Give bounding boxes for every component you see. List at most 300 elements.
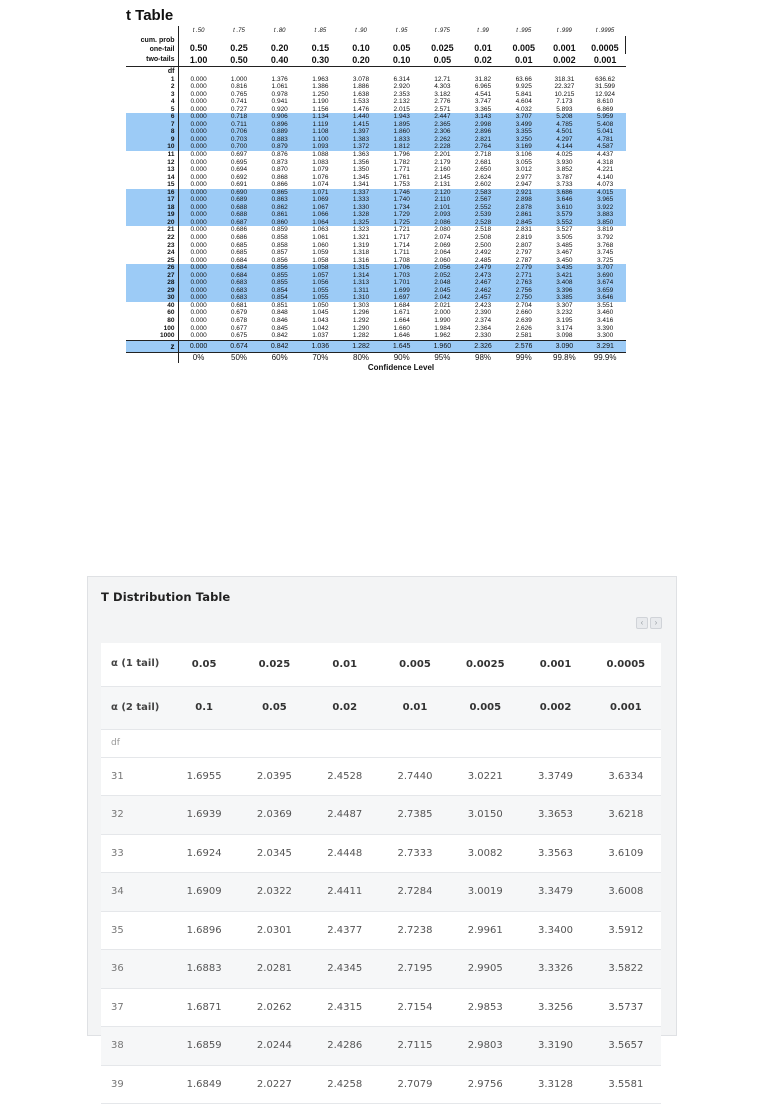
t-value: 1.341 [352,181,370,189]
t-value: 3.390 [596,324,614,332]
one-tail-value: 0.10 [352,43,370,53]
one-tail-value: 0.20 [270,43,289,53]
t-value: 0.000 [178,272,219,280]
t-value: 2.898 [503,196,544,204]
t-critical-value: 3.6218 [591,796,661,835]
t-value: 0.889 [259,128,300,136]
t-table-row [126,181,626,189]
two-tails-value: 0.05 [433,55,452,65]
t-value: 2.423 [474,301,492,309]
t-value: 1.415 [341,121,382,129]
t-value: 0.978 [271,90,288,98]
t-value: 2.878 [503,204,544,212]
subscript-label: t .90 [355,28,367,34]
t-value: 4.501 [544,128,585,136]
confidence-value: 99.9% [585,352,626,363]
t-value: 1.440 [341,113,382,121]
alpha-two-tail-value: 0.05 [239,686,309,729]
t-value: 0.000 [178,287,219,295]
one-tail-label [126,36,178,54]
t-value: 0.000 [190,317,207,324]
t-value: 3.169 [503,143,544,151]
t-value: 3.416 [596,317,614,324]
t-value: 2.583 [463,189,504,197]
df-value: 11 [126,151,178,159]
one-tail-value: 0.01 [474,43,492,53]
t-value: 3.745 [596,249,614,257]
t-value: 0.857 [271,249,288,257]
t-value: 2.920 [393,83,410,91]
df-value: 5 [126,106,178,114]
t-value: 4.025 [556,150,573,158]
df-value: 15 [126,181,178,189]
t-table-row [126,136,626,144]
t-value: 2.120 [422,189,463,197]
t-critical-value: 1.6896 [169,911,239,950]
t-value: 2.467 [463,279,504,287]
t-value: 2.797 [515,249,532,257]
df-header-blank [503,67,544,76]
t-value: 2.626 [515,324,532,332]
t-table-row [126,264,626,272]
t-value: 2.776 [434,98,451,106]
t-value: 1.311 [341,287,382,295]
t-value: 0.000 [190,181,207,189]
t-value: 1.303 [352,301,370,309]
alpha-two-tail-label: α (2 tail) [101,686,169,729]
t-table-row [126,211,626,219]
t-critical-value: 1.6849 [169,1065,239,1104]
t-value: 0.000 [190,249,207,257]
t-critical-value: 2.7195 [380,950,450,989]
df-value: 9 [126,136,178,144]
t-value: 1.886 [352,83,370,91]
t-value: 2.845 [503,219,544,227]
t-value: 1.984 [434,324,451,332]
t-value: 5.959 [585,113,626,121]
t-value: 31.599 [595,83,616,91]
t-critical-value: 3.3256 [520,988,590,1027]
t-value: 2.069 [434,241,451,249]
t-value: 2.374 [474,317,492,324]
t-value: 1.058 [312,256,329,264]
t-value: 1.697 [381,294,422,302]
t-table-row [126,279,626,287]
t-value: 1.660 [393,324,410,332]
t-critical-value: 3.0082 [450,834,520,873]
t-table-row [126,76,626,84]
t-value: 4.144 [544,143,585,151]
t-value: 3.690 [585,272,626,280]
t-value: 2.704 [515,301,532,309]
t-value: 0.000 [190,83,207,91]
t-critical-value: 3.5737 [591,988,661,1027]
t-critical-value: 2.9803 [450,1027,520,1066]
t-value: 0.000 [190,173,207,181]
t-value: 3.300 [596,332,614,340]
t-value: 0.000 [190,241,207,249]
t-value: 1.753 [393,181,410,189]
df-value: 21 [126,226,178,234]
t-value: 3.450 [556,256,573,264]
t-value: 0.851 [271,301,288,309]
t-value: 2.132 [393,98,410,106]
t-value: 2.763 [503,279,544,287]
df-value: 29 [126,287,178,295]
t-critical-value: 3.3190 [520,1027,590,1066]
pager [636,617,662,629]
t-value: 1.714 [393,241,410,249]
t-value: 4.604 [515,98,532,106]
t-table-row [126,159,626,167]
t-value: 0.870 [271,166,288,174]
t-value: 2.364 [474,324,492,332]
df-header-blank [178,67,219,76]
t-critical-value: 2.7154 [380,988,450,1027]
t-value: 3.365 [474,105,492,113]
t-value: 2.998 [463,121,504,129]
t-value: 2.831 [515,226,532,234]
t-value: 6.869 [596,105,614,113]
t-table-row [126,219,626,227]
alpha-one-tail-value: 0.0005 [591,643,661,686]
t-value: 1.376 [271,75,288,83]
t-value: 2.000 [434,309,451,317]
two-tails-value: 0.001 [593,55,617,65]
t-value: 3.078 [352,75,370,83]
t-value: 2.042 [422,294,463,302]
df-value: 28 [126,279,178,287]
t-value: 2.485 [474,256,492,264]
t-value: 3.930 [556,158,573,166]
subscript-label: t .95 [395,28,408,34]
df-value: 100 [126,325,178,333]
z-value: 1.282 [341,340,382,352]
t-critical-value: 3.5581 [591,1065,661,1104]
two-tails-value: 0.50 [230,55,248,65]
t-value: 0.879 [259,143,300,151]
df-value: 36 [101,950,169,989]
t-value: 1.328 [341,211,382,219]
t-value: 0.000 [178,113,219,121]
t-value: 2.160 [434,166,451,174]
t-value: 1.037 [312,332,329,340]
t-critical-value: 2.9756 [450,1065,520,1104]
t-value: 3.182 [434,90,451,98]
confidence-value: 0% [178,352,219,363]
t-value: 0.691 [230,181,248,189]
t-value: 3.385 [544,294,585,302]
df-value: 18 [126,204,178,212]
df-value: 4 [126,98,178,106]
t-distribution-row [101,834,661,873]
t-value: 2.602 [474,181,492,189]
df-value: 34 [101,873,169,912]
prev-page-button[interactable]: ‹ [636,617,648,629]
t-value: 1.321 [352,233,370,241]
t-value: 0.859 [271,226,288,234]
t-value: 0.683 [219,279,260,287]
t-distribution-row [101,988,661,1027]
one-tail-value: 0.001 [553,43,576,53]
t-table-row [126,294,626,302]
t-value: 4.437 [596,150,614,158]
t-value: 3.707 [585,264,626,272]
t-distribution-row [101,757,661,796]
t-value: 0.865 [259,189,300,197]
t-value: 3.143 [463,113,504,121]
t-value: 0.866 [271,181,288,189]
t-value: 2.539 [463,211,504,219]
t-value: 0.862 [259,204,300,212]
t-value: 1.706 [381,264,422,272]
t-value: 1.725 [381,219,422,227]
t-value: 0.706 [219,128,260,136]
t-value: 0.684 [230,256,248,264]
df-value: 35 [101,911,169,950]
t-value: 0.854 [259,287,300,295]
t-value: 2.567 [463,196,504,204]
t-value: 636.62 [595,75,616,83]
t-value: 0.741 [230,98,248,106]
t-value: 4.297 [544,136,585,144]
t-value: 1.350 [352,166,370,174]
t-value: 1.319 [352,241,370,249]
t-value: 0.685 [230,241,248,249]
one-tail-value: 0.0005 [585,36,626,54]
df-value: 19 [126,211,178,219]
alpha-two-tail-value: 0.1 [169,686,239,729]
t-value: 1.671 [393,309,410,317]
t-value: 1.664 [393,317,410,324]
df-value: 7 [126,121,178,129]
t-value: 3.610 [544,204,585,212]
alpha-one-tail-value: 0.01 [310,643,380,686]
t-value: 3.852 [556,166,573,174]
t-value: 0.697 [230,150,248,158]
confidence-value: 60% [259,352,300,363]
t-value: 3.787 [556,173,573,181]
t-value: 0.677 [230,324,248,332]
t-value: 2.262 [422,136,463,144]
t-value: 63.66 [515,75,532,83]
t-value: 1.740 [381,196,422,204]
df-value: 33 [101,834,169,873]
subscript-label: t .99 [477,28,489,34]
df-value: 31 [101,757,169,796]
t-value: 1.701 [381,279,422,287]
df-value: 17 [126,196,178,204]
t-value: 1.833 [381,136,422,144]
t-value: 1.076 [312,173,329,181]
t-value: 0.684 [219,272,260,280]
t-critical-value: 3.5912 [591,911,661,950]
t-value: 2.639 [515,317,532,324]
t-value: 1.314 [341,272,382,280]
df-value: 16 [126,189,178,197]
alpha-two-tail-value: 0.002 [520,686,590,729]
t-value: 1.345 [352,173,370,181]
t-value: 2.681 [474,158,492,166]
t-value: 2.330 [474,332,492,340]
t-value: 0.842 [271,332,288,340]
t-table-row [126,234,626,242]
t-value: 2.228 [422,143,463,151]
t-value: 0.000 [190,75,207,83]
t-value: 1.000 [230,75,248,83]
t-value: 3.485 [556,241,573,249]
t-value: 1.074 [312,181,329,189]
t-value: 0.000 [190,105,207,113]
two-tails-value: 0.10 [392,55,411,65]
t-critical-value: 3.0019 [450,873,520,912]
t-value: 0.860 [259,219,300,227]
t-critical-value: 2.4345 [310,950,380,989]
t-value: 1.383 [341,136,382,144]
t-value: 0.000 [178,211,219,219]
t-value: 0.686 [230,233,248,241]
t-value: 0.703 [219,136,260,144]
t-value: 2.045 [422,287,463,295]
t-value: 2.750 [503,294,544,302]
t-critical-value: 2.0345 [239,834,309,873]
t-value: 3.686 [544,189,585,197]
t-value: 2.145 [434,173,451,181]
t-value: 0.000 [190,98,207,106]
t-critical-value: 3.6109 [591,834,661,873]
alpha-one-tail-value: 0.05 [169,643,239,686]
t-critical-value: 3.6008 [591,873,661,912]
t-value: 1.533 [352,98,370,106]
t-distribution-panel [87,576,677,1090]
t-value: 3.646 [544,196,585,204]
t-critical-value: 3.5822 [591,950,661,989]
t-table-figure [126,6,626,373]
t-critical-value: 1.6871 [169,988,239,1027]
t-value: 1.134 [300,113,341,121]
t-critical-value: 2.7284 [380,873,450,912]
t-critical-value: 2.9853 [450,988,520,1027]
t-value: 3.725 [596,256,614,264]
t-value: 10.215 [554,90,575,98]
z-value: 0.842 [259,340,300,352]
t-value: 1.282 [352,332,370,340]
t-distribution-row [101,1027,661,1066]
t-table-row [126,302,626,310]
confidence-level-label: Confidence Level [367,362,435,372]
df-value: 32 [101,796,169,835]
t-value: 1.292 [352,317,370,324]
t-table-row [126,98,626,106]
t-table-row [126,174,626,182]
t-value: 0.855 [259,279,300,287]
z-value: 2.326 [463,340,504,352]
t-value: 0.765 [230,90,248,98]
t-table-row [126,242,626,250]
t-value: 1.337 [341,189,382,197]
t-value: 1.372 [341,143,382,151]
t-value: 0.000 [178,136,219,144]
t-value: 2.861 [503,211,544,219]
t-critical-value: 2.4377 [310,911,380,950]
t-value: 2.756 [503,287,544,295]
two-tails-value: 0.30 [311,55,330,65]
df-header-blank [239,729,309,757]
next-page-button[interactable]: › [650,617,662,629]
t-value: 3.819 [596,226,614,234]
t-value: 2.390 [474,309,492,317]
t-value: 0.863 [259,196,300,204]
t-value: 2.457 [463,294,504,302]
t-value: 0.684 [219,264,260,272]
t-value: 1.325 [341,219,382,227]
t-value: 0.678 [230,317,248,324]
confidence-value: 98% [463,352,504,363]
t-value: 0.906 [259,113,300,121]
t-critical-value: 2.7079 [380,1065,450,1104]
z-value: 1.036 [300,340,341,352]
t-value: 0.679 [230,309,248,317]
t-value: 0.000 [190,332,207,340]
t-value: 2.552 [463,204,504,212]
t-value: 1.071 [300,189,341,197]
t-value: 2.365 [422,121,463,129]
z-label: z [126,340,178,352]
df-value: 37 [101,988,169,1027]
df-header-blank [463,67,504,76]
t-value: 0.856 [271,256,288,264]
t-value: 1.796 [393,150,410,158]
df-value: 24 [126,249,178,257]
t-value: 12.924 [595,90,616,98]
subscript-label: t .9995 [595,28,615,34]
t-critical-value: 2.0262 [239,988,309,1027]
t-value: 1.646 [393,332,410,340]
t-value: 0.845 [271,324,288,332]
t-value: 2.660 [515,309,532,317]
t-value: 3.659 [585,287,626,295]
t-value: 1.310 [341,294,382,302]
t-table-row [126,143,626,151]
t-value: 2.819 [515,233,532,241]
df-value: 26 [126,264,178,272]
t-distribution-row [101,873,661,912]
t-value: 1.063 [312,226,329,234]
t-value: 0.941 [271,98,288,106]
t-distribution-title: T Distribution Table [101,590,231,604]
t-value: 0.816 [230,83,248,91]
subscript-label: t .995 [516,28,532,34]
alpha-two-tail-value: 0.01 [380,686,450,729]
t-value: 1.943 [381,113,422,121]
t-value: 1.316 [352,256,370,264]
t-critical-value: 3.3400 [520,911,590,950]
t-value: 1.703 [381,272,422,280]
df-value: 13 [126,166,178,174]
t-table-row [126,128,626,136]
t-value: 2.086 [422,219,463,227]
t-value: 1.356 [352,158,370,166]
df-value: 1000 [126,332,178,340]
t-value: 3.747 [474,98,492,106]
df-value: 40 [126,302,178,310]
t-value: 0.856 [259,264,300,272]
confidence-value: 99.8% [544,352,585,363]
t-critical-value: 3.3128 [520,1065,590,1104]
t-value: 3.421 [544,272,585,280]
df-value: 38 [101,1027,169,1066]
t-value: 4.303 [434,83,451,91]
